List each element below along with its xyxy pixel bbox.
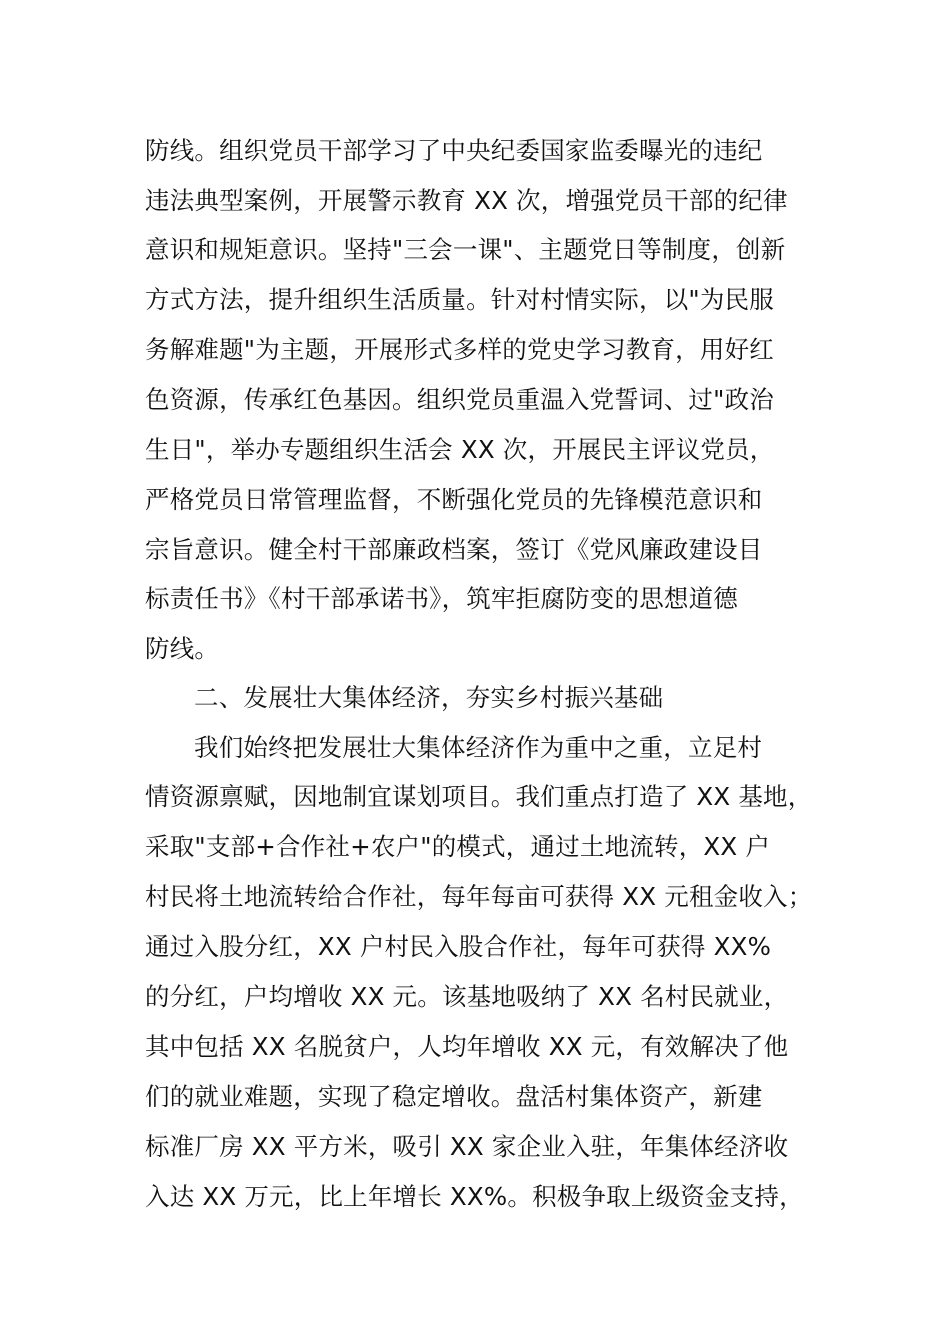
text-line-18: 的分红，户均增收 XX 元。该基地吸纳了 XX 名村民就业，	[145, 982, 789, 1011]
text-line-1: 防线。组织党员干部学习了中央纪委国家监委曝光的违纪	[145, 136, 763, 165]
text-line-4: 方式方法，提升组织生活质量。针对村情实际，以"为民服	[145, 285, 774, 314]
text-line-15: 采取"支部+合作社+农户"的模式，通过土地流转，XX 户	[145, 832, 771, 861]
text-line-5: 务解难题"为主题，开展形式多样的党史学习教育，用好红	[145, 335, 774, 364]
text-line-19: 其中包括 XX 名脱贫户，人均年增收 XX 元，有效解决了他	[145, 1032, 789, 1061]
paragraph-first-line: 我们始终把发展壮大集体经济作为重中之重，立足村	[194, 733, 763, 762]
text-line-14: 情资源禀赋，因地制宜谋划项目。我们重点打造了 XX 基地，	[145, 782, 813, 811]
text-line-9: 宗旨意识。健全村干部廉政档案，签订《党风廉政建设目	[145, 535, 763, 564]
section-heading: 二、发展壮大集体经济，夯实乡村振兴基础	[194, 683, 664, 712]
text-line-22: 入达 XX 万元，比上年增长 XX%。积极争取上级资金支持，	[145, 1182, 804, 1211]
text-line-16: 村民将土地流转给合作社，每年每亩可获得 XX 元租金收入；	[145, 882, 813, 911]
text-line-10: 标责任书》《村干部承诺书》，筑牢拒腐防变的思想道德	[145, 584, 738, 613]
text-line-2: 违法典型案例，开展警示教育 XX 次，增强党员干部的纪律	[145, 186, 788, 215]
text-line-6: 色资源，传承红色基因。组织党员重温入党誓词、过"政治	[145, 385, 774, 414]
text-line-8: 严格党员日常管理监督，不断强化党员的先锋模范意识和	[145, 485, 763, 514]
text-line-11: 防线。	[145, 634, 220, 663]
text-line-7: 生日"，举办专题组织生活会 XX 次，开展民主评议党员，	[145, 435, 775, 464]
text-line-21: 标准厂房 XX 平方米，吸引 XX 家企业入驻，年集体经济收	[145, 1132, 789, 1161]
text-line-17: 通过入股分红，XX 户村民入股合作社，每年可获得 XX%	[145, 932, 772, 961]
text-line-3: 意识和规矩意识。坚持"三会一课"、主题党日等制度，创新	[145, 235, 786, 264]
text-line-20: 们的就业难题，实现了稳定增收。盘活村集体资产，新建	[145, 1082, 763, 1111]
